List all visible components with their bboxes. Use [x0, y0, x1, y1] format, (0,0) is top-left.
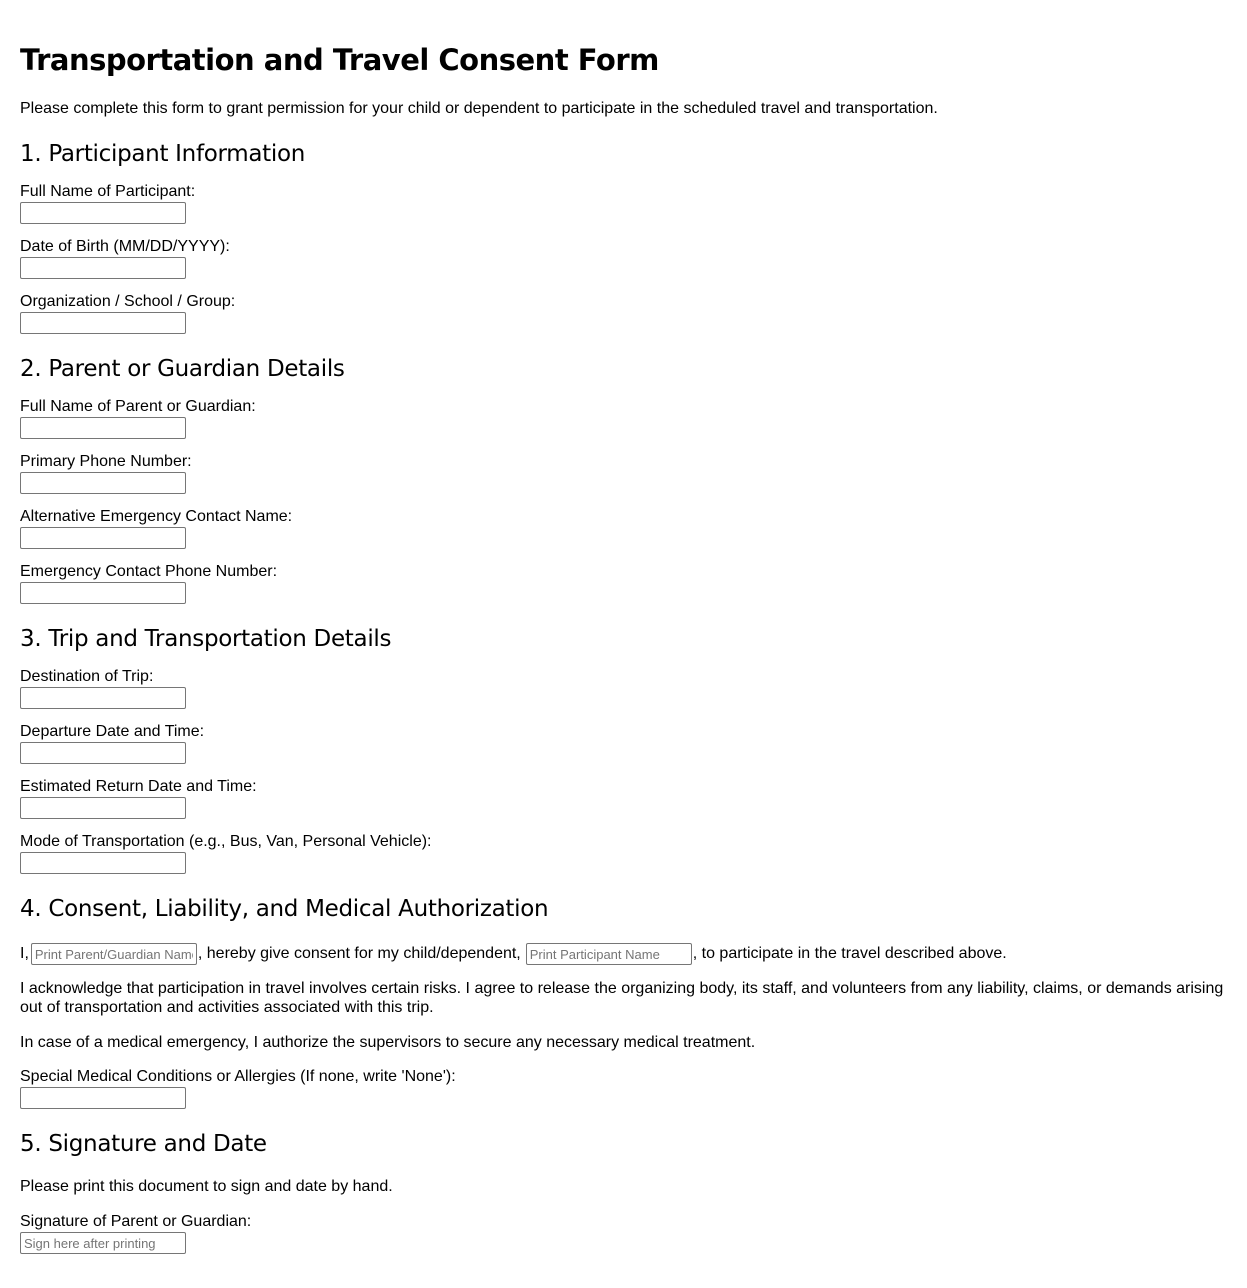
transport-mode-group	[20, 832, 1227, 874]
primary-phone-input[interactable]	[20, 472, 186, 494]
primary-phone-label: Primary Phone Number:	[20, 453, 192, 470]
guardian-print-name-input[interactable]	[31, 943, 197, 965]
participant-name-group	[20, 182, 1227, 224]
section-guardian-heading: 2. Parent or Guardian Details	[20, 356, 345, 382]
guardian-name-label: Full Name of Parent or Guardian:	[20, 398, 256, 415]
transport-mode-input[interactable]	[20, 852, 186, 874]
emergency-contact-phone-group	[20, 562, 1227, 604]
consent-statement-part2: , hereby give consent for my child/dependent,	[197, 945, 521, 962]
emergency-contact-phone-label: Emergency Contact Phone Number:	[20, 563, 278, 580]
emergency-contact-name-group	[20, 507, 1227, 549]
guardian-name-input[interactable]	[20, 417, 186, 439]
destination-label: Destination of Trip:	[20, 668, 154, 685]
section-trip-heading: 3. Trip and Transportation Details	[20, 626, 392, 652]
section-consent-heading: 4. Consent, Liability, and Medical Authorization	[20, 896, 549, 922]
signature-group	[20, 1212, 1227, 1254]
participant-dob-label: Date of Birth (MM/DD/YYYY):	[20, 238, 230, 255]
consent-statement-part3: , to participate in the travel described above.	[692, 945, 1007, 962]
participant-name-label: Full Name of Participant:	[20, 183, 196, 200]
section-participant-heading: 1. Participant Information	[20, 141, 306, 167]
page-title: Transportation and Travel Consent Form	[20, 43, 659, 77]
section-signature-heading: 5. Signature and Date	[20, 1131, 267, 1157]
participant-dob-input[interactable]	[20, 257, 186, 279]
medical-authorization-statement: In case of a medical emergency, I authorize the supervisors to secure any necessary medical treatment.	[20, 1034, 756, 1051]
destination-group	[20, 667, 1227, 709]
signature-instruction: Please print this document to sign and date by hand.	[20, 1178, 393, 1195]
medical-conditions-label: Special Medical Conditions or Allergies (If none, write 'None'):	[20, 1068, 456, 1085]
emergency-contact-name-label: Alternative Emergency Contact Name:	[20, 508, 293, 525]
return-input[interactable]	[20, 797, 186, 819]
participant-dob-group	[20, 237, 1227, 279]
medical-conditions-group	[20, 1067, 1227, 1109]
signature-label: Signature of Parent or Guardian:	[20, 1213, 252, 1230]
participant-print-name-input[interactable]	[526, 943, 692, 965]
consent-statement	[20, 943, 1227, 965]
departure-input[interactable]	[20, 742, 186, 764]
emergency-contact-name-input[interactable]	[20, 527, 186, 549]
departure-label: Departure Date and Time:	[20, 723, 205, 740]
medical-conditions-input[interactable]	[20, 1087, 186, 1109]
form-intro: Please complete this form to grant permission for your child or dependent to participate in the scheduled travel and transportation.	[20, 100, 938, 117]
return-group	[20, 777, 1227, 819]
transport-mode-label: Mode of Transportation (e.g., Bus, Van, Personal Vehicle):	[20, 833, 432, 850]
organization-label: Organization / School / Group:	[20, 293, 236, 310]
emergency-contact-phone-input[interactable]	[20, 582, 186, 604]
liability-statement: I acknowledge that participation in travel involves certain risks. I agree to release the organizing body, its staff, and volunteers from any liability, claims, or demands arising out of transportation and activities associated with this trip.	[20, 980, 1224, 1016]
signature-input[interactable]	[20, 1232, 186, 1254]
return-label: Estimated Return Date and Time:	[20, 778, 257, 795]
departure-group	[20, 722, 1227, 764]
guardian-name-group	[20, 397, 1227, 439]
organization-input[interactable]	[20, 312, 186, 334]
organization-group	[20, 292, 1227, 334]
participant-name-input[interactable]	[20, 202, 186, 224]
destination-input[interactable]	[20, 687, 186, 709]
consent-statement-part1: I,	[20, 945, 29, 962]
primary-phone-group	[20, 452, 1227, 494]
